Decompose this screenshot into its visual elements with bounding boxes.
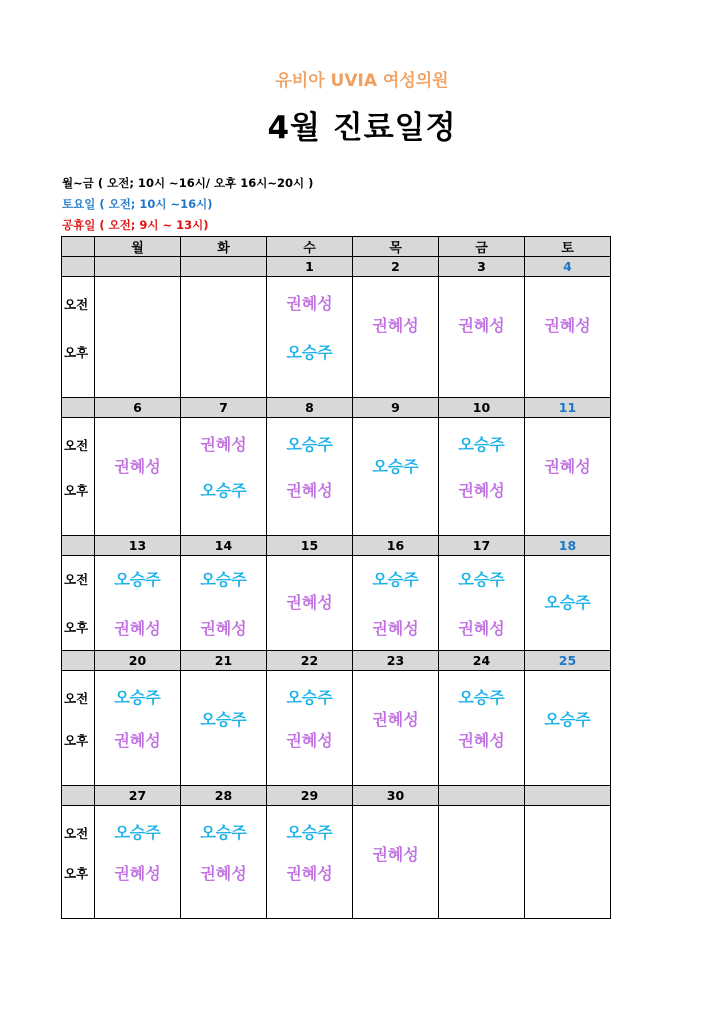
- day-cell: [353, 671, 439, 786]
- clinic-name: 유비아 UVIA 여성의원: [275, 71, 449, 91]
- day-cell: [525, 671, 611, 786]
- date-number: 30: [353, 786, 439, 806]
- pm-label: 오후: [64, 866, 89, 881]
- day-cell: [181, 418, 267, 536]
- doctor-name: 권혜성: [372, 845, 419, 864]
- date-number: 16: [353, 536, 439, 556]
- date-number: 11: [525, 398, 611, 418]
- weekday-header: 월: [95, 237, 181, 257]
- doctor-name: 오승주: [372, 457, 419, 476]
- saturday-hours: 토요일 ( 오전; 10시 ~16시): [62, 197, 213, 211]
- pm-label: 오후: [64, 345, 89, 360]
- doctor-name: 권혜성: [286, 593, 333, 612]
- doctor-name: 권혜성: [372, 619, 419, 638]
- day-cell: [267, 277, 353, 398]
- doctor-name: 권혜성: [286, 294, 333, 313]
- session-labels: [62, 806, 95, 919]
- date-number: 21: [181, 651, 267, 671]
- weekday-hours: 월~금 ( 오전; 10시 ~16시/ 오후 16시~20시 ): [62, 176, 314, 190]
- doctor-name: 오승주: [200, 710, 247, 729]
- date-row-label: [62, 398, 95, 418]
- day-cell: [525, 418, 611, 536]
- am-label: 오전: [64, 297, 89, 312]
- date-row-label: [62, 786, 95, 806]
- date-number: 17: [439, 536, 525, 556]
- date-number: 28: [181, 786, 267, 806]
- am-label: 오전: [64, 572, 89, 587]
- date-number: 27: [95, 786, 181, 806]
- day-cell: [525, 806, 611, 919]
- doctor-name: 오승주: [544, 593, 591, 612]
- doctor-name: 권혜성: [544, 457, 591, 476]
- day-cell: [353, 806, 439, 919]
- date-row-label: [62, 651, 95, 671]
- session-labels: [62, 418, 95, 536]
- doctor-name: 권혜성: [114, 457, 161, 476]
- date-number: [525, 786, 611, 806]
- doctor-name: 권혜성: [114, 864, 161, 883]
- session-labels: [62, 277, 95, 398]
- day-cell: [439, 671, 525, 786]
- date-number: 24: [439, 651, 525, 671]
- doctor-name: 권혜성: [286, 481, 333, 500]
- schedule-row: [62, 418, 611, 536]
- day-cell: [95, 806, 181, 919]
- date-number: 10: [439, 398, 525, 418]
- am-label: 오전: [64, 826, 89, 841]
- date-number: 7: [181, 398, 267, 418]
- doctor-name: 오승주: [458, 688, 505, 707]
- date-number: 18: [525, 536, 611, 556]
- am-label: 오전: [64, 691, 89, 706]
- doctor-name: 오승주: [200, 481, 247, 500]
- date-number: 4: [525, 257, 611, 277]
- day-cell: [439, 556, 525, 651]
- day-cell: [525, 277, 611, 398]
- date-number: 1: [267, 257, 353, 277]
- doctor-name: 권혜성: [372, 316, 419, 335]
- doctor-name: 오승주: [200, 570, 247, 589]
- date-number: 9: [353, 398, 439, 418]
- doctor-name: 권혜성: [286, 731, 333, 750]
- doctor-name: 권혜성: [200, 435, 247, 454]
- date-number: [439, 786, 525, 806]
- date-number: 6: [95, 398, 181, 418]
- pm-label: 오후: [64, 733, 89, 748]
- day-cell: [439, 806, 525, 919]
- session-labels: [62, 671, 95, 786]
- date-number: 23: [353, 651, 439, 671]
- day-cell: [353, 556, 439, 651]
- doctor-name: 권혜성: [114, 619, 161, 638]
- day-cell: [181, 671, 267, 786]
- doctor-name: 권혜성: [114, 731, 161, 750]
- date-number: 15: [267, 536, 353, 556]
- doctor-name: 권혜성: [458, 481, 505, 500]
- weekday-header: 화: [181, 237, 267, 257]
- date-number: 29: [267, 786, 353, 806]
- doctor-name: 오승주: [372, 570, 419, 589]
- day-cell: [95, 556, 181, 651]
- pm-label: 오후: [64, 483, 89, 498]
- doctor-name: 오승주: [286, 823, 333, 842]
- date-number: 2: [353, 257, 439, 277]
- date-number: 25: [525, 651, 611, 671]
- date-row-label: [62, 257, 95, 277]
- day-cell: [267, 418, 353, 536]
- am-label: 오전: [64, 438, 89, 453]
- corner-cell: [62, 237, 95, 257]
- day-cell: [267, 556, 353, 651]
- doctor-name: 권혜성: [458, 316, 505, 335]
- weekday-header: 금: [439, 237, 525, 257]
- doctor-name: 오승주: [286, 435, 333, 454]
- page-title: 4월 진료일정: [267, 110, 457, 146]
- day-cell: [525, 556, 611, 651]
- doctor-name: 오승주: [544, 710, 591, 729]
- date-number: 14: [181, 536, 267, 556]
- doctor-name: 오승주: [458, 435, 505, 454]
- date-number: [181, 257, 267, 277]
- day-cell: [95, 277, 181, 398]
- day-cell: [267, 671, 353, 786]
- day-cell: [95, 671, 181, 786]
- date-row-label: [62, 536, 95, 556]
- doctor-name: 오승주: [286, 343, 333, 362]
- doctor-name: 오승주: [114, 823, 161, 842]
- schedule-row: [62, 556, 611, 651]
- weekday-header: 목: [353, 237, 439, 257]
- holiday-hours: 공휴일 ( 오전; 9시 ~ 13시): [62, 218, 209, 232]
- schedule-row: [62, 671, 611, 786]
- date-number: 3: [439, 257, 525, 277]
- date-row: [62, 398, 611, 418]
- doctor-name: 권혜성: [458, 619, 505, 638]
- day-cell: [95, 418, 181, 536]
- date-number: 22: [267, 651, 353, 671]
- day-cell: [181, 806, 267, 919]
- date-row: [62, 651, 611, 671]
- schedule-calendar: [61, 236, 611, 919]
- schedule-row: [62, 277, 611, 398]
- day-cell: [353, 277, 439, 398]
- doctor-name: 권혜성: [200, 619, 247, 638]
- day-cell: [181, 556, 267, 651]
- date-row: [62, 786, 611, 806]
- doctor-name: 권혜성: [372, 710, 419, 729]
- doctor-name: 권혜성: [458, 731, 505, 750]
- date-row: [62, 536, 611, 556]
- doctor-name: 오승주: [286, 688, 333, 707]
- date-number: 20: [95, 651, 181, 671]
- doctor-name: 오승주: [114, 570, 161, 589]
- day-cell: [439, 277, 525, 398]
- date-row: [62, 257, 611, 277]
- weekday-header: 토: [525, 237, 611, 257]
- schedule-row: [62, 806, 611, 919]
- date-number: 8: [267, 398, 353, 418]
- day-cell: [439, 418, 525, 536]
- day-cell: [353, 418, 439, 536]
- doctor-name: 권혜성: [286, 864, 333, 883]
- day-cell: [267, 806, 353, 919]
- day-cell: [181, 277, 267, 398]
- doctor-name: 오승주: [114, 688, 161, 707]
- date-number: [95, 257, 181, 277]
- doctor-name: 권혜성: [200, 864, 247, 883]
- date-number: 13: [95, 536, 181, 556]
- doctor-name: 오승주: [200, 823, 247, 842]
- session-labels: [62, 556, 95, 651]
- doctor-name: 오승주: [458, 570, 505, 589]
- weekday-header-row: [62, 237, 611, 257]
- pm-label: 오후: [64, 620, 89, 635]
- weekday-header: 수: [267, 237, 353, 257]
- doctor-name: 권혜성: [544, 316, 591, 335]
